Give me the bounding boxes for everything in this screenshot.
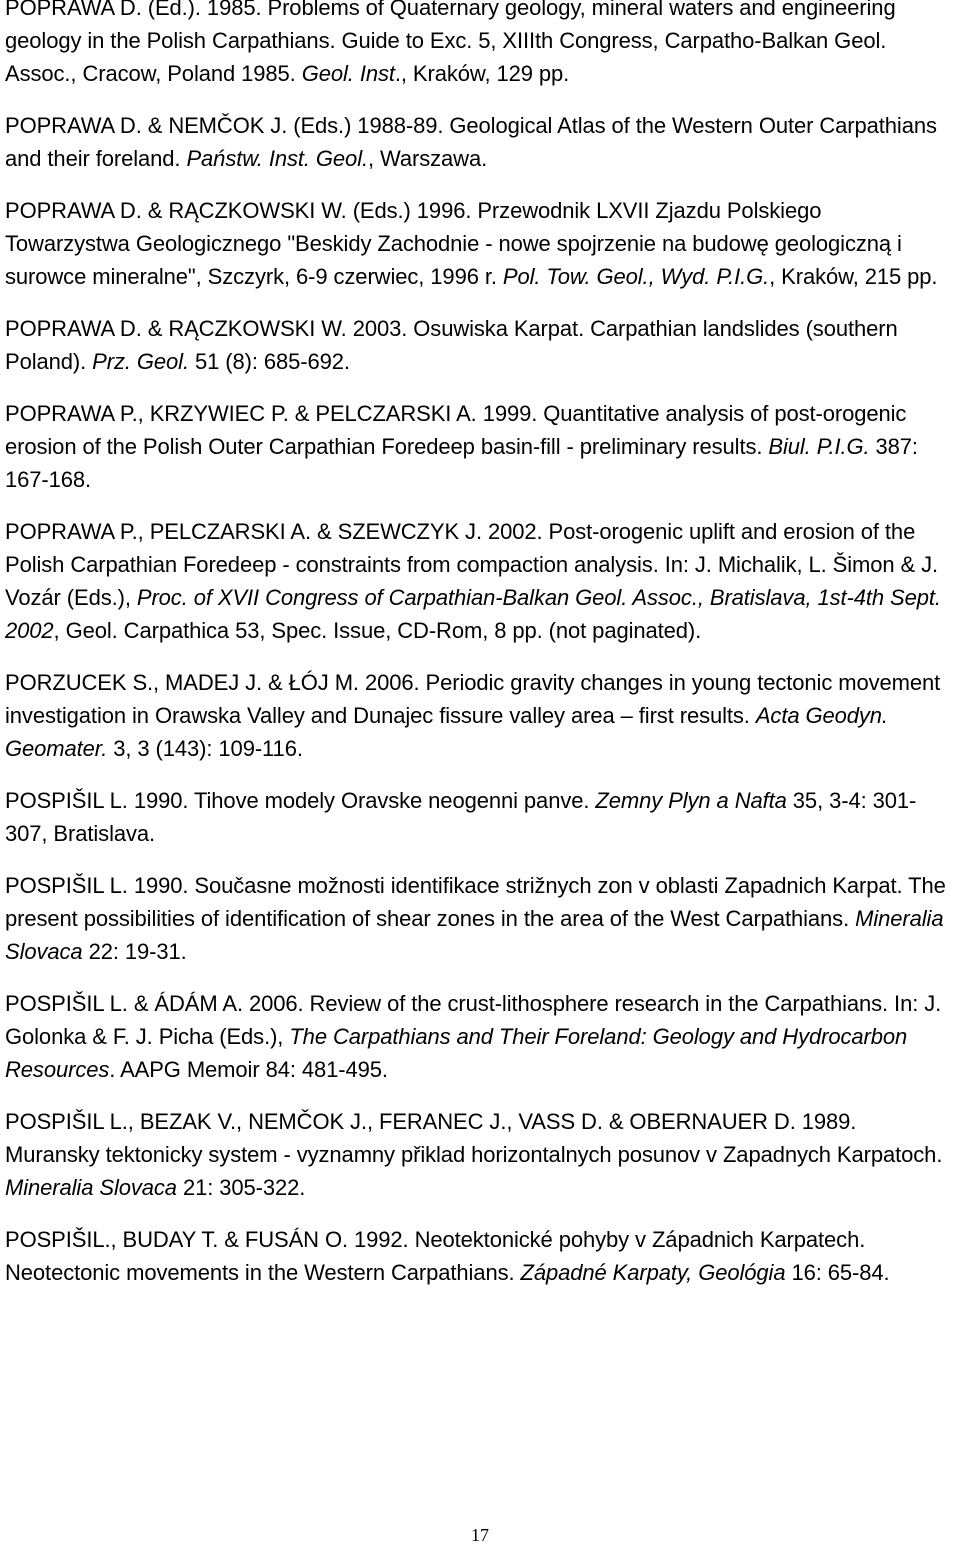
reference-entry <box>5 666 950 765</box>
reference-entry <box>5 397 950 496</box>
reference-italic-text: Mineralia Slovaca <box>5 906 950 964</box>
reference-text: PORZUCEK S., MADEJ J. & ŁÓJ M. 2006. Periodic gravity changes in young tectonic movement investigation in Orawska Valley and Dunajec fissure valley area – first results. <box>5 670 947 728</box>
reference-entry <box>5 1105 950 1204</box>
reference-text: POPRAWA P., KRZYWIEC P. & PELCZARSKI A. 1999. Quantitative analysis of post-orogenic erosion of the Polish Outer Carpathian Foredeep basin-fill - preliminary results. <box>5 401 913 459</box>
reference-text: POSPIŠIL L. & ÁDÁM A. 2006. Review of the crust-lithosphere research in the Carpathians. In: J. Golonka & F. J. Picha (Eds.), <box>5 991 948 1049</box>
reference-text: , Kraków, 215 pp. <box>769 264 938 289</box>
reference-text: POSPIŠIL L., BEZAK V., NEMČOK J., FERANEC J., VASS D. & OBERNAUER D. 1989. Muransky tektonicky system - vyznamny přiklad horizontalnych posunov v Zapadnych Karpatoch. <box>5 1109 949 1167</box>
reference-text: 35, 3-4: 301-307, Bratislava. <box>5 788 917 846</box>
reference-text: POPRAWA D. & NEMČOK J. (Eds.) 1988-89. Geological Atlas of the Western Outer Carpathians and their foreland. <box>5 113 943 171</box>
reference-entry <box>5 194 950 293</box>
reference-text: POSPIŠIL L. 1990. Současne možnosti identifikace strižnych zon v oblasti Zapadnich Karpat. The present possibilities of identification of shear zones in the area of the West Carpathians. <box>5 873 952 931</box>
reference-italic-text: Zemny Plyn a Nafta <box>595 788 787 813</box>
reference-text: 3, 3 (143): 109-116. <box>107 736 303 761</box>
reference-italic-text: Geol. Inst <box>301 61 395 86</box>
reference-text: POPRAWA P., PELCZARSKI A. & SZEWCZYK J. 2002. Post-orogenic uplift and erosion of the Polish Carpathian Foredeep - constraints from compaction analysis. In: J. Michalik, L. Šimon & J. Vozár (Eds.), <box>5 519 945 610</box>
reference-entry <box>5 1223 950 1289</box>
reference-italic-text: Pol. Tow. Geol., Wyd. P.I.G. <box>502 264 770 289</box>
reference-text: POPRAWA D. & RĄCZKOWSKI W. (Eds.) 1996. Przewodnik LXVII Zjazdu Polskiego Towarzystwa Geologicznego "Beskidy Zachodnie - nowe spojrzenie na budowę geologiczną i surowce mineralne", Szczyrk, 6-9 czerwiec, 1996 r. <box>5 198 908 289</box>
page-number: 17 <box>471 1525 489 1545</box>
reference-entry <box>5 987 950 1086</box>
reference-entry <box>5 109 950 175</box>
reference-entry <box>5 869 950 968</box>
reference-text: . AAPG Memoir 84: 481-495. <box>109 1057 388 1082</box>
reference-text: 22: 19-31. <box>82 939 187 964</box>
reference-text: , Geol. Carpathica 53, Spec. Issue, CD-Rom, 8 pp. (not paginated). <box>53 618 702 643</box>
reference-text: ., Kraków, 129 pp. <box>394 61 570 86</box>
reference-text: , Warszawa. <box>368 146 488 171</box>
reference-italic-text: Acta Geodyn. Geomater. <box>5 703 894 761</box>
reference-text: 21: 305-322. <box>176 1175 306 1200</box>
reference-text: POSPIŠIL L. 1990. Tihove modely Oravske neogenni panve. <box>5 788 596 813</box>
reference-entry <box>5 515 950 647</box>
reference-entry <box>5 0 950 90</box>
reference-italic-text: Mineralia Slovaca <box>5 1175 177 1200</box>
reference-text: 16: 65-84. <box>785 1260 890 1285</box>
reference-italic-text: Prz. Geol. <box>92 349 189 374</box>
reference-text: POPRAWA D. & RĄCZKOWSKI W. 2003. Osuwiska Karpat. Carpathian landslides (southern Poland). <box>5 316 904 374</box>
reference-italic-text: Państw. Inst. Geol. <box>186 146 368 171</box>
reference-italic-text: The Carpathians and Their Foreland: Geology and Hydrocarbon Resources <box>5 1024 914 1082</box>
reference-italic-text: Západné Karpaty, Geológia <box>520 1260 786 1285</box>
reference-text: POSPIŠIL., BUDAY T. & FUSÁN O. 1992. Neotektonické pohyby v Západnich Karpatech. Neotectonic movements in the Western Carpathians. <box>5 1227 872 1285</box>
reference-italic-text: Biul. P.I.G. <box>768 434 870 459</box>
reference-italic-text: Proc. of XVII Congress of Carpathian-Balkan Geol. Assoc., Bratislava, 1st-4th Sept. 2002 <box>5 585 947 643</box>
reference-text: 387: 167-168. <box>5 434 924 492</box>
reference-text: 51 (8): 685-692. <box>188 349 350 374</box>
reference-entry <box>5 312 950 378</box>
reference-entry <box>5 784 950 850</box>
reference-list <box>5 0 950 1308</box>
reference-text: POPRAWA D. (Ed.). 1985. Problems of Quaternary geology, mineral waters and engineering geology in the Polish Carpathians. Guide to Exc. 5, XIIIth Congress, Carpatho-Balkan Geol. Assoc., Cracow, Poland 1985. <box>5 0 902 86</box>
